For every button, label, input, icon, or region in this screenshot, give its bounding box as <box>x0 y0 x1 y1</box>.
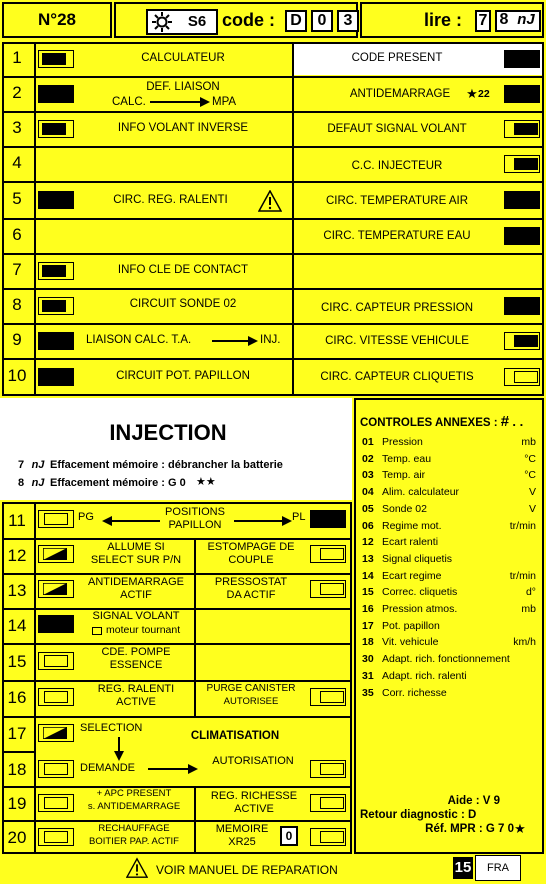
control-number: 12 <box>362 536 374 549</box>
state-label: XR25 <box>228 836 256 848</box>
state-label: + APC PRESENT <box>96 788 172 799</box>
state-label: ALLUME SI <box>107 541 165 553</box>
state-led <box>38 828 74 846</box>
state-led <box>38 545 74 563</box>
sun-icon <box>152 12 172 32</box>
control-number: 17 <box>362 619 374 632</box>
injection-code: 8 <box>17 477 25 489</box>
star-icon: ★ <box>466 86 478 101</box>
control-unit: °C <box>524 452 536 465</box>
fault-label: DEF. LIAISON <box>146 81 220 93</box>
fault-led <box>504 155 540 173</box>
state-label: moteur tournant <box>106 624 181 636</box>
injection-unit: nJ <box>31 477 45 489</box>
row-number: 10 <box>7 366 27 385</box>
control-unit: mb <box>521 603 536 615</box>
state-led <box>310 580 346 598</box>
control-unit: V <box>528 486 536 499</box>
control-label: Pot. papillon <box>382 619 440 632</box>
state-label: SIGNAL VOLANT <box>92 610 180 622</box>
state-led <box>310 688 346 706</box>
arrow-down-icon <box>114 737 124 761</box>
fault-label: INJ. <box>260 334 281 346</box>
row-number: 2 <box>12 83 22 102</box>
row-number: 4 <box>12 153 22 172</box>
state-label: CDE. POMPE <box>101 646 171 658</box>
control-unit: °C <box>524 469 536 482</box>
fault-label: MPA <box>212 96 237 108</box>
fault-label: ANTIDEMARRAGE <box>349 88 451 100</box>
read-value-suffix: nJ <box>517 11 535 28</box>
fault-label: CIRC. VITESSE VEHICULE <box>325 335 469 347</box>
state-label: MEMOIRE <box>215 823 269 835</box>
row-number: 8 <box>12 295 22 314</box>
control-label: Sonde 02 <box>382 502 427 515</box>
control-label: Pression atmos. <box>382 603 458 615</box>
fault-led <box>38 262 74 280</box>
row-number: 13 <box>7 581 27 600</box>
control-unit: tr/min <box>509 569 536 582</box>
read-value-a: 7 <box>475 10 491 32</box>
fault-led <box>38 297 74 315</box>
control-number: 06 <box>362 519 374 532</box>
fault-label: CALCULATEUR <box>141 52 225 64</box>
fault-led <box>38 368 74 386</box>
control-label: Regime mot. <box>382 519 442 532</box>
vehicle-code: S6 <box>187 13 207 30</box>
row-number: 18 <box>7 760 27 779</box>
language-code: FRA <box>475 855 521 881</box>
control-number: 02 <box>362 452 374 465</box>
code-digit-2: 0 <box>311 10 333 32</box>
fault-led <box>38 332 74 350</box>
fault-label: INFO VOLANT INVERSE <box>117 122 249 134</box>
state-label: ANTIDEMARRAGE <box>88 576 184 588</box>
control-unit: V <box>528 502 536 515</box>
fault-led <box>504 50 540 68</box>
state-led <box>38 794 74 812</box>
row-number: 20 <box>7 828 27 847</box>
state-led <box>310 760 346 778</box>
fault-led <box>504 85 540 103</box>
fault-label: CIRC. TEMPERATURE AIR <box>325 195 469 207</box>
fault-led <box>504 332 540 350</box>
fault-label: INFO CLE DE CONTACT <box>117 264 249 276</box>
control-number: 04 <box>362 486 374 499</box>
state-led <box>38 652 74 670</box>
row-number: 6 <box>12 225 22 244</box>
row-number: 3 <box>12 118 22 137</box>
injection-unit: nJ <box>31 459 45 471</box>
read-value-b: 8 <box>499 11 509 28</box>
control-label: Corr. richesse <box>382 686 447 699</box>
warning-icon <box>258 190 282 212</box>
state-label: PG <box>78 511 94 523</box>
row-number: 17 <box>7 724 27 743</box>
footer-text: VOIR MANUEL DE REPARATION <box>156 863 338 877</box>
row-number: 9 <box>12 330 22 349</box>
fault-label: CIRC. CAPTEUR PRESSION <box>320 302 474 314</box>
state-label: SELECT SUR P/N <box>90 554 182 566</box>
page-number: 15 <box>453 857 473 879</box>
control-number: 16 <box>362 603 374 615</box>
controls-title: CONTROLES ANNEXES : # . . <box>360 413 524 430</box>
state-led <box>38 724 74 742</box>
fault-label: C.C. INJECTEUR <box>351 160 443 172</box>
code-label: code : <box>222 10 276 30</box>
card-number: N°28 <box>38 10 76 29</box>
fault-led <box>38 191 74 209</box>
star-icon: ★★ <box>196 476 216 488</box>
fault-led <box>504 297 540 315</box>
control-number: 31 <box>362 669 374 682</box>
control-label: Adapt. rich. fonctionnement <box>382 653 510 666</box>
row-number: 12 <box>7 546 27 565</box>
control-number: 18 <box>362 636 374 649</box>
state-led <box>38 688 74 706</box>
state-label: REG. RICHESSE <box>210 790 298 802</box>
fault-label: CIRCUIT POT. PAPILLON <box>116 370 250 382</box>
state-label: CLIMATISATION <box>190 730 280 742</box>
injection-title: INJECTION <box>109 420 227 445</box>
injection-line: Effacement mémoire : débrancher la batterie <box>50 459 283 471</box>
state-label: SELECTION <box>80 722 143 734</box>
state-label: s. ANTIDEMARRAGE <box>87 801 181 812</box>
state-label: PURGE CANISTER <box>206 683 296 694</box>
fault-label: CIRC. TEMPERATURE EAU <box>323 230 471 242</box>
row-number: 5 <box>12 189 22 208</box>
row-number: 1 <box>12 48 22 67</box>
control-number: 03 <box>362 469 374 482</box>
control-label: Temp. eau <box>382 452 432 465</box>
control-label: Vit. vehicule <box>382 636 439 649</box>
read-label: lire : <box>424 10 463 30</box>
state-label: REG. RALENTI <box>97 683 175 695</box>
state-label: COUPLE <box>228 554 274 566</box>
state-led <box>38 615 74 633</box>
fault-label: CALC. <box>112 96 146 108</box>
control-unit: d° <box>525 586 536 599</box>
state-label: ESTOMPAGE DE <box>207 541 295 553</box>
state-led <box>38 760 74 778</box>
control-label: Ecart regime <box>382 569 442 582</box>
code-digit-1: D <box>285 10 307 32</box>
control-label: Signal cliquetis <box>382 552 453 565</box>
fault-label: CODE PRESENT <box>351 52 443 64</box>
fault-led <box>504 120 540 138</box>
state-label: ACTIF <box>120 589 152 601</box>
retour-text: Retour diagnostic : D <box>360 809 477 821</box>
row-number: 19 <box>7 794 27 813</box>
arrow-right-icon <box>212 336 258 346</box>
control-label: Correc. cliquetis <box>382 586 458 599</box>
state-led <box>310 545 346 563</box>
control-label: Adapt. rich. ralenti <box>382 669 467 682</box>
control-number: 01 <box>362 436 374 448</box>
warning-icon <box>126 857 148 879</box>
control-number: 30 <box>362 653 374 666</box>
state-label: ACTIVE <box>234 803 274 815</box>
aide-text: Aide : V 9 <box>447 795 500 807</box>
state-label: BOITIER PAP. ACTIF <box>89 836 179 847</box>
state-led <box>310 794 346 812</box>
small-square-icon <box>92 627 102 635</box>
injection-line: Effacement mémoire : G 0 <box>50 477 186 489</box>
fault-led <box>38 50 74 68</box>
fault-label: CIRC. REG. RALENTI <box>113 194 228 206</box>
state-label: DEMANDE <box>80 762 136 774</box>
control-unit: tr/min <box>509 519 536 532</box>
arrow-right-icon <box>150 97 210 107</box>
fault-led <box>504 227 540 245</box>
state-label: PRESSOSTAT <box>214 576 288 588</box>
state-led <box>38 510 74 528</box>
state-label: AUTORISEE <box>223 696 279 707</box>
row-number: 7 <box>12 260 22 279</box>
state-label: ACTIVE <box>116 696 156 708</box>
fault-label: DEFAUT SIGNAL VOLANT <box>327 123 467 135</box>
fault-label: CIRCUIT SONDE 02 <box>129 298 237 310</box>
control-number: 15 <box>362 586 374 599</box>
state-led <box>38 580 74 598</box>
control-label: Alim. calculateur <box>382 486 460 499</box>
state-label: DA ACTIF <box>226 589 276 601</box>
control-label: Temp. air <box>382 469 426 482</box>
state-led <box>310 510 346 528</box>
control-number: 13 <box>362 552 374 565</box>
state-label: POSITIONS <box>165 506 225 518</box>
row-number: 15 <box>7 652 27 671</box>
fault-label: CIRC. CAPTEUR CLIQUETIS <box>320 371 474 383</box>
state-label: PL <box>292 511 306 523</box>
fault-led <box>504 191 540 209</box>
ref-text: Réf. MPR : G 7 0 <box>425 823 514 835</box>
state-label: AUTORISATION <box>212 755 294 767</box>
code-digit-3: 3 <box>337 10 359 32</box>
state-label: RECHAUFFAGE <box>98 823 170 834</box>
injection-code: 7 <box>17 459 25 471</box>
control-unit: km/h <box>513 636 536 649</box>
state-led <box>310 828 346 846</box>
state-label: PAPILLON <box>168 519 222 531</box>
fault-led <box>38 85 74 103</box>
memory-box: 0 <box>280 826 298 846</box>
control-unit: mb <box>521 436 536 448</box>
arrow-right-icon <box>148 764 198 774</box>
fault-label: LIAISON CALC. T.A. <box>86 334 192 346</box>
fault-led <box>504 368 540 386</box>
control-number: 14 <box>362 569 374 582</box>
control-number: 05 <box>362 502 374 515</box>
star-icon: ★ <box>514 821 526 836</box>
control-label: Pression <box>382 436 423 448</box>
controls-title-text: CONTROLES ANNEXES : <box>360 417 498 429</box>
row-number: 11 <box>8 511 26 530</box>
fault-led <box>38 120 74 138</box>
row-number: 16 <box>7 688 27 707</box>
control-label: Ecart ralenti <box>382 536 439 549</box>
fault-note: 22 <box>478 88 490 100</box>
row-number: 14 <box>7 616 27 635</box>
control-number: 35 <box>362 686 374 699</box>
state-label: ESSENCE <box>109 659 163 671</box>
